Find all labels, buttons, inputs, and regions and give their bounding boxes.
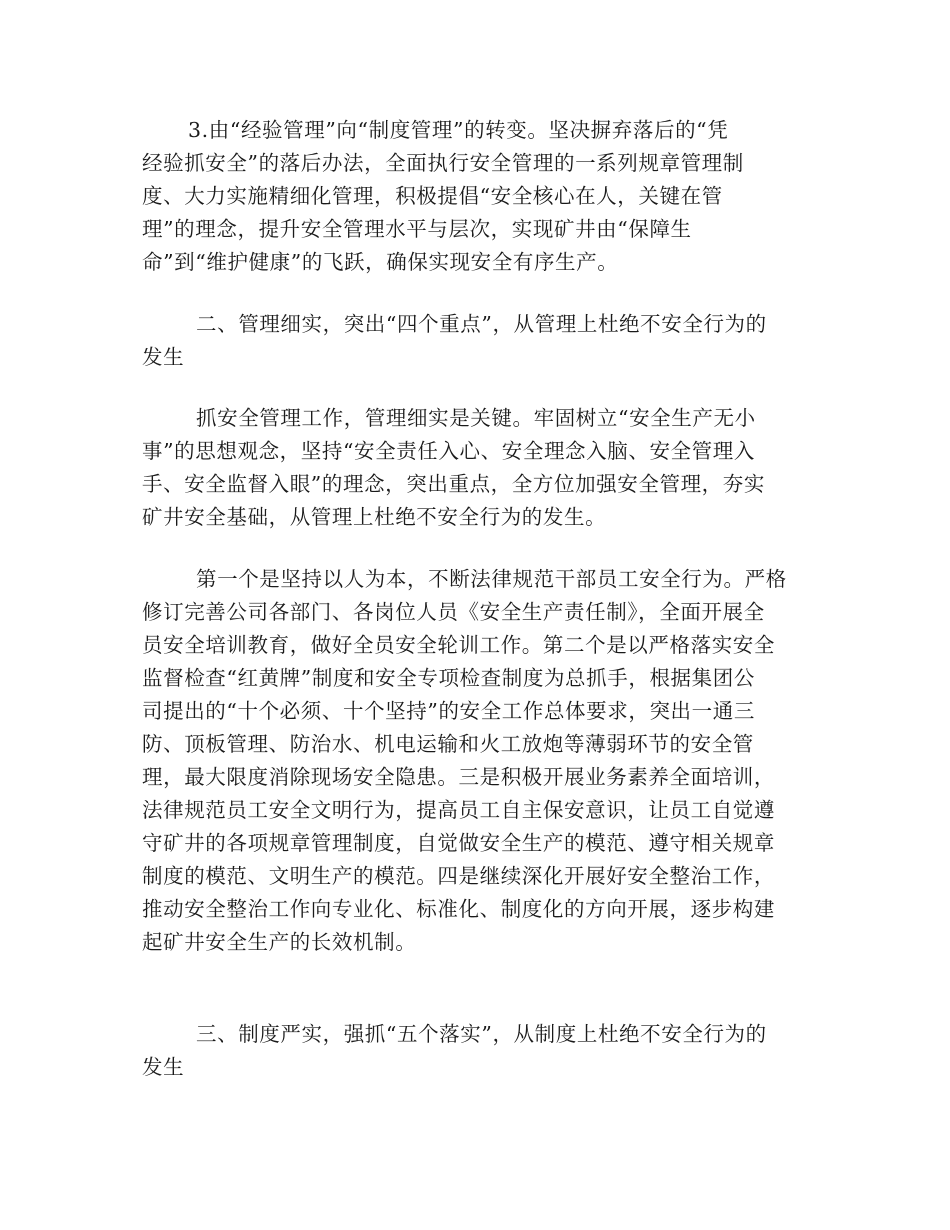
text-line: 命”到“维护健康”的飞跃，确保实现安全有序生产。 bbox=[142, 250, 619, 274]
text-line: 度、大力实施精细化管理，积极提倡“安全核心在人，关键在管 bbox=[142, 184, 723, 208]
text-line: 矿井安全基础，从管理上杜绝不安全行为的发生。 bbox=[142, 505, 607, 529]
text-line: 抓安全管理工作，管理细实是关键。牢固树立“安全生产无小 bbox=[196, 406, 756, 430]
text-line: 手、安全监督入眼”的理念，突出重点，全方位加强安全管理，夯实 bbox=[142, 472, 765, 496]
text-line: 第一个是坚持以人为本，不断法律规范干部员工安全行为。严格 bbox=[196, 567, 787, 591]
text-line: 法律规范员工安全文明行为，提高员工自主保安意识，让员工自觉遵 bbox=[142, 798, 775, 822]
text-line: 理，最大限度消除现场安全隐患。三是积极开展业务素养全面培训， bbox=[142, 765, 775, 789]
text-line: 起矿井安全生产的长效机制。 bbox=[142, 930, 417, 954]
text-line: 制度的模范、文明生产的模范。四是继续深化开展好安全整治工作， bbox=[142, 864, 775, 888]
text-line: 3.由“经验管理”向“制度管理”的转变。坚决摒弃落后的“凭 bbox=[188, 118, 729, 142]
text-line: 理”的理念，提升安全管理水平与层次，实现矿井由“保障生 bbox=[142, 217, 692, 241]
heading-line: 三、制度严实，强抓“五个落实”，从制度上杜绝不安全行为的 bbox=[196, 1022, 767, 1046]
text-line: 司提出的“十个必须、十个坚持”的安全工作总体要求，突出一通三 bbox=[142, 699, 755, 723]
text-line: 推动安全整治工作向专业化、标准化、制度化的方向开展，逐步构建 bbox=[142, 897, 775, 921]
text-line: 守矿井的各项规章管理制度，自觉做安全生产的模范、遵守相关规章 bbox=[142, 831, 775, 855]
text-line: 经验抓安全”的落后办法，全面执行安全管理的一系列规章管理制 bbox=[142, 151, 744, 175]
heading-line: 发生 bbox=[142, 345, 185, 369]
heading-line: 发生 bbox=[142, 1055, 185, 1079]
heading-line: 二、管理细实，突出“四个重点”，从管理上杜绝不安全行为的 bbox=[196, 312, 767, 336]
text-line: 事”的思想观念，坚持“安全责任入心、安全理念入脑、安全管理入 bbox=[142, 439, 755, 463]
text-line: 防、顶板管理、防治水、机电运输和火工放炮等薄弱环节的安全管 bbox=[142, 732, 754, 756]
text-line: 修订完善公司各部门、各岗位人员《安全生产责任制》，全面开展全 bbox=[142, 600, 765, 624]
text-line: 员安全培训教育，做好全员安全轮训工作。第二个是以严格落实安全 bbox=[142, 633, 775, 657]
text-line: 监督检查“红黄牌”制度和安全专项检查制度为总抓手，根据集团公 bbox=[142, 666, 755, 690]
